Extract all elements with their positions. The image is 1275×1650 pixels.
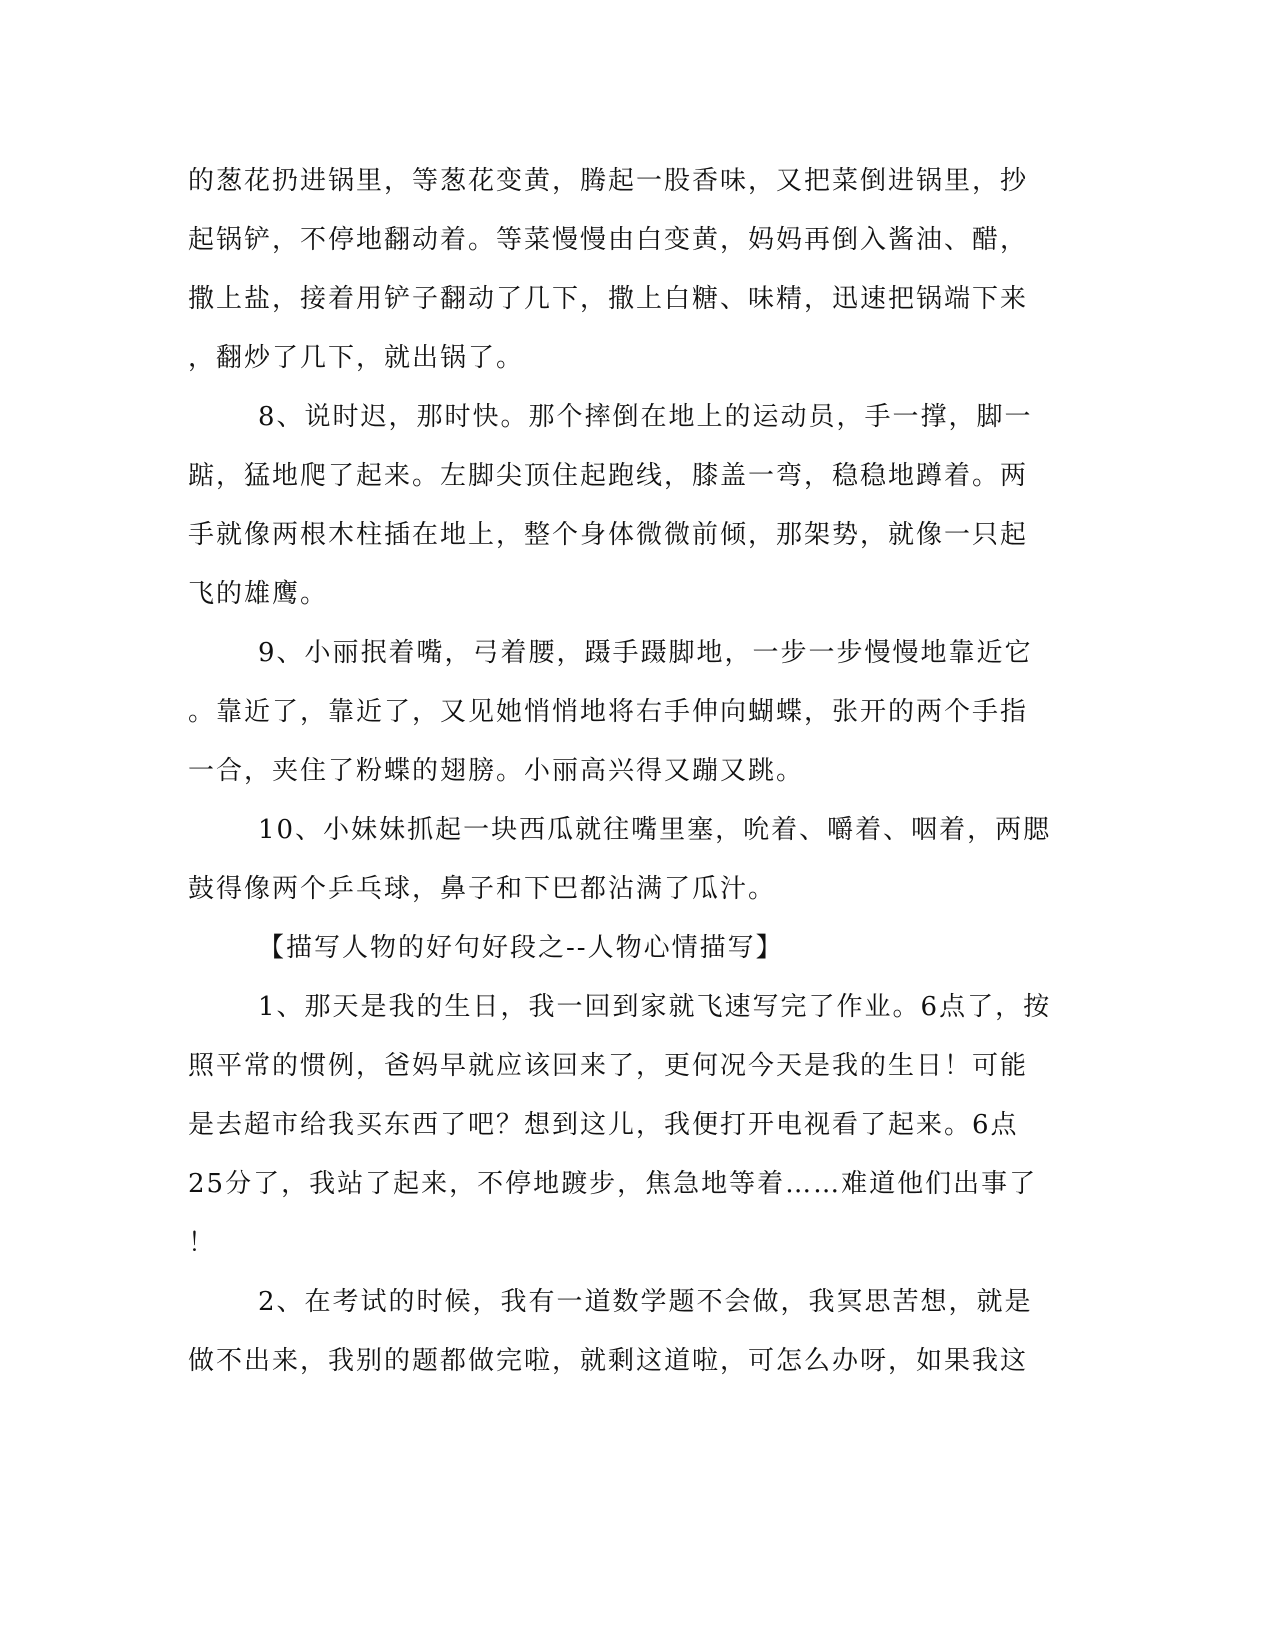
text-line: 的葱花扔进锅里，等葱花变黄，腾起一股香味，又把菜倒进锅里，抄 xyxy=(188,166,1029,196)
text-line: 。靠近了，靠近了，又见她悄悄地将右手伸向蝴蝶，张开的两个手指 xyxy=(188,697,1029,727)
text-line: 2、在考试的时候，我有一道数学题不会做，我冥思苦想，就是 xyxy=(258,1287,1033,1317)
section-heading: 【描写人物的好句好段之--人物心情描写】 xyxy=(258,933,784,963)
text-line: 做不出来，我别的题都做完啦，就剩这道啦，可怎么办呀，如果我这 xyxy=(188,1346,1029,1376)
text-line: 手就像两根木柱插在地上，整个身体微微前倾，那架势，就像一只起 xyxy=(188,520,1029,550)
text-line: 撒上盐，接着用铲子翻动了几下，撒上白糖、味精，迅速把锅端下来 xyxy=(188,284,1029,314)
text-line: 10、小妹妹抓起一块西瓜就往嘴里塞，吮着、嚼着、咽着，两腮 xyxy=(258,815,1052,845)
text-line: ，翻炒了几下，就出锅了。 xyxy=(188,343,525,373)
text-line: 9、小丽抿着嘴，弓着腰，蹑手蹑脚地，一步一步慢慢地靠近它 xyxy=(258,638,1033,668)
text-line: 飞的雄鹰。 xyxy=(188,579,329,609)
text-line: 鼓得像两个乒乓球，鼻子和下巴都沾满了瓜汁。 xyxy=(188,874,777,904)
text-line: 照平常的惯例，爸妈早就应该回来了，更何况今天是我的生日！可能 xyxy=(188,1051,1029,1081)
text-line: 踮，猛地爬了起来。左脚尖顶住起跑线，膝盖一弯，稳稳地蹲着。两 xyxy=(188,461,1029,491)
text-line: 一合，夹住了粉蝶的翅膀。小丽高兴得又蹦又跳。 xyxy=(188,756,805,786)
text-line: ！ xyxy=(188,1228,217,1258)
text-line: 8、说时迟，那时快。那个摔倒在地上的运动员，手一撑，脚一 xyxy=(258,402,1033,432)
text-line: 1、那天是我的生日，我一回到家就飞速写完了作业。6点了，按 xyxy=(258,992,1052,1022)
text-line: 是去超市给我买东西了吧？想到这儿，我便打开电视看了起来。6点 xyxy=(188,1110,1019,1140)
text-line: 25分了，我站了起来，不停地踱步，焦急地等着……难道他们出事了 xyxy=(188,1169,1038,1199)
text-line: 起锅铲，不停地翻动着。等菜慢慢由白变黄，妈妈再倒入酱油、醋， xyxy=(188,225,1029,255)
